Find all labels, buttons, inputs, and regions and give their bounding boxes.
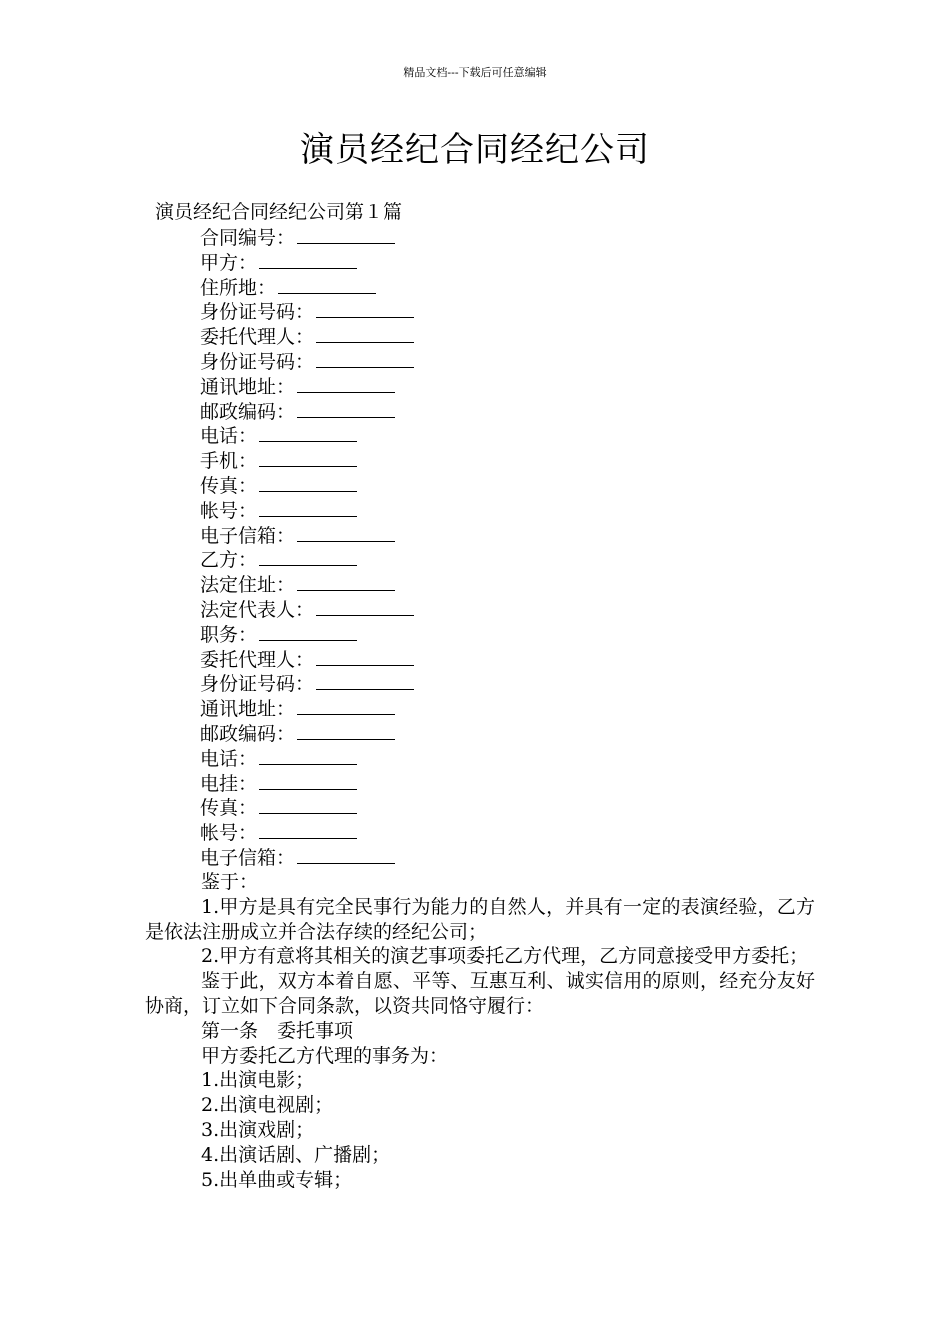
field-label: 通讯地址： [200, 698, 296, 721]
field-label: 身份证号码： [200, 301, 315, 324]
contract-field [200, 795, 820, 820]
field-label: 身份证号码： [200, 673, 315, 696]
contract-field [200, 250, 820, 275]
contract-field [200, 349, 820, 374]
field-label: 传真： [200, 797, 258, 820]
contract-field [200, 299, 820, 324]
field-label: 法定代表人： [200, 598, 315, 621]
field-blank [278, 275, 376, 294]
field-label: 帐号： [200, 499, 258, 522]
paragraph: 2.甲方有意将其相关的演艺事项委托乙方代理，乙方同意接受甲方委托； [201, 945, 809, 968]
field-blank [259, 746, 357, 765]
field-blank [259, 448, 357, 467]
paragraph: 甲方委托乙方代理的事务为： [201, 1044, 449, 1067]
field-blank [297, 572, 395, 591]
field-label: 职务： [200, 623, 258, 646]
field-blank [297, 399, 395, 418]
field-label: 身份证号码： [200, 350, 315, 373]
contract-field [200, 498, 820, 523]
contract-field [200, 771, 820, 796]
contract-field [200, 399, 820, 424]
contract-field [200, 696, 820, 721]
contract-field [200, 845, 820, 870]
field-label: 电子信箱： [200, 524, 296, 547]
contract-field [200, 225, 820, 250]
contract-field [200, 721, 820, 746]
contract-field [200, 275, 820, 300]
field-blank [259, 498, 357, 517]
contract-fields [200, 225, 820, 870]
field-blank [259, 547, 357, 566]
field-label: 住所地： [200, 276, 277, 299]
contract-field [200, 448, 820, 473]
list-item: 4.出演话剧、广播剧； [201, 1143, 391, 1166]
contract-field [200, 374, 820, 399]
field-blank [259, 250, 357, 269]
page-header: 精品文档---下载后可任意编辑 [403, 66, 547, 79]
field-label: 委托代理人： [200, 648, 315, 671]
contract-field [200, 324, 820, 349]
field-blank [259, 473, 357, 492]
field-label: 帐号： [200, 822, 258, 845]
field-blank [297, 374, 395, 393]
field-label: 电话： [200, 425, 258, 448]
field-blank [316, 324, 414, 343]
field-blank [297, 225, 395, 244]
field-label: 委托代理人： [200, 326, 315, 349]
field-blank [259, 423, 357, 442]
paragraph: 鉴于此，双方本着自愿、平等、互惠互利、诚实信用的原则，经充分友好协商，订立如下合同条款，以资共同恪守履行： [145, 970, 815, 1017]
field-label: 邮政编码： [200, 400, 296, 423]
contract-field [200, 572, 820, 597]
field-label: 通讯地址： [200, 375, 296, 398]
document-subtitle: 演员经纪合同经纪公司第１篇 [155, 201, 403, 223]
field-blank [297, 696, 395, 715]
list-item: 3.出演戏剧； [201, 1118, 315, 1141]
field-label: 电话： [200, 747, 258, 770]
contract-field [200, 597, 820, 622]
contract-field [200, 746, 820, 771]
field-label: 法定住址： [200, 574, 296, 597]
contract-field [200, 671, 820, 696]
contract-field [200, 423, 820, 448]
list-item: 1.出演电影； [201, 1069, 315, 1092]
field-blank [316, 299, 414, 318]
field-label: 电子信箱： [200, 846, 296, 869]
section-heading: 第一条 委托事项 [201, 1019, 354, 1042]
field-blank [297, 721, 395, 740]
list-item: 5.出单曲或专辑； [201, 1168, 353, 1191]
field-blank [316, 349, 414, 368]
contract-body [145, 870, 815, 1192]
paragraph: 1.甲方是具有完全民事行为能力的自然人，并具有一定的表演经验，乙方是依法注册成立并合法存续的经纪公司； [145, 895, 815, 943]
field-blank [316, 597, 414, 616]
field-blank [316, 671, 414, 690]
contract-field [200, 473, 820, 498]
field-blank [259, 795, 357, 814]
contract-field [200, 622, 820, 647]
paragraph: 鉴于： [201, 871, 259, 893]
field-label: 传真： [200, 474, 258, 497]
contract-field [200, 820, 820, 845]
field-blank [316, 647, 414, 666]
field-label: 甲方： [200, 251, 258, 274]
list-item: 2.出演电视剧； [201, 1094, 334, 1117]
field-label: 邮政编码： [200, 722, 296, 745]
field-blank [259, 771, 357, 790]
contract-field [200, 647, 820, 672]
field-blank [297, 523, 395, 542]
field-blank [259, 820, 357, 839]
field-label: 手机： [200, 450, 258, 473]
field-blank [297, 845, 395, 864]
field-label: 乙方： [200, 549, 258, 572]
field-blank [259, 622, 357, 641]
field-label: 电挂： [200, 772, 258, 795]
contract-field [200, 523, 820, 548]
contract-field [200, 547, 820, 572]
document-title: 演员经纪合同经纪公司 [300, 130, 650, 170]
field-label: 合同编号： [200, 227, 296, 249]
